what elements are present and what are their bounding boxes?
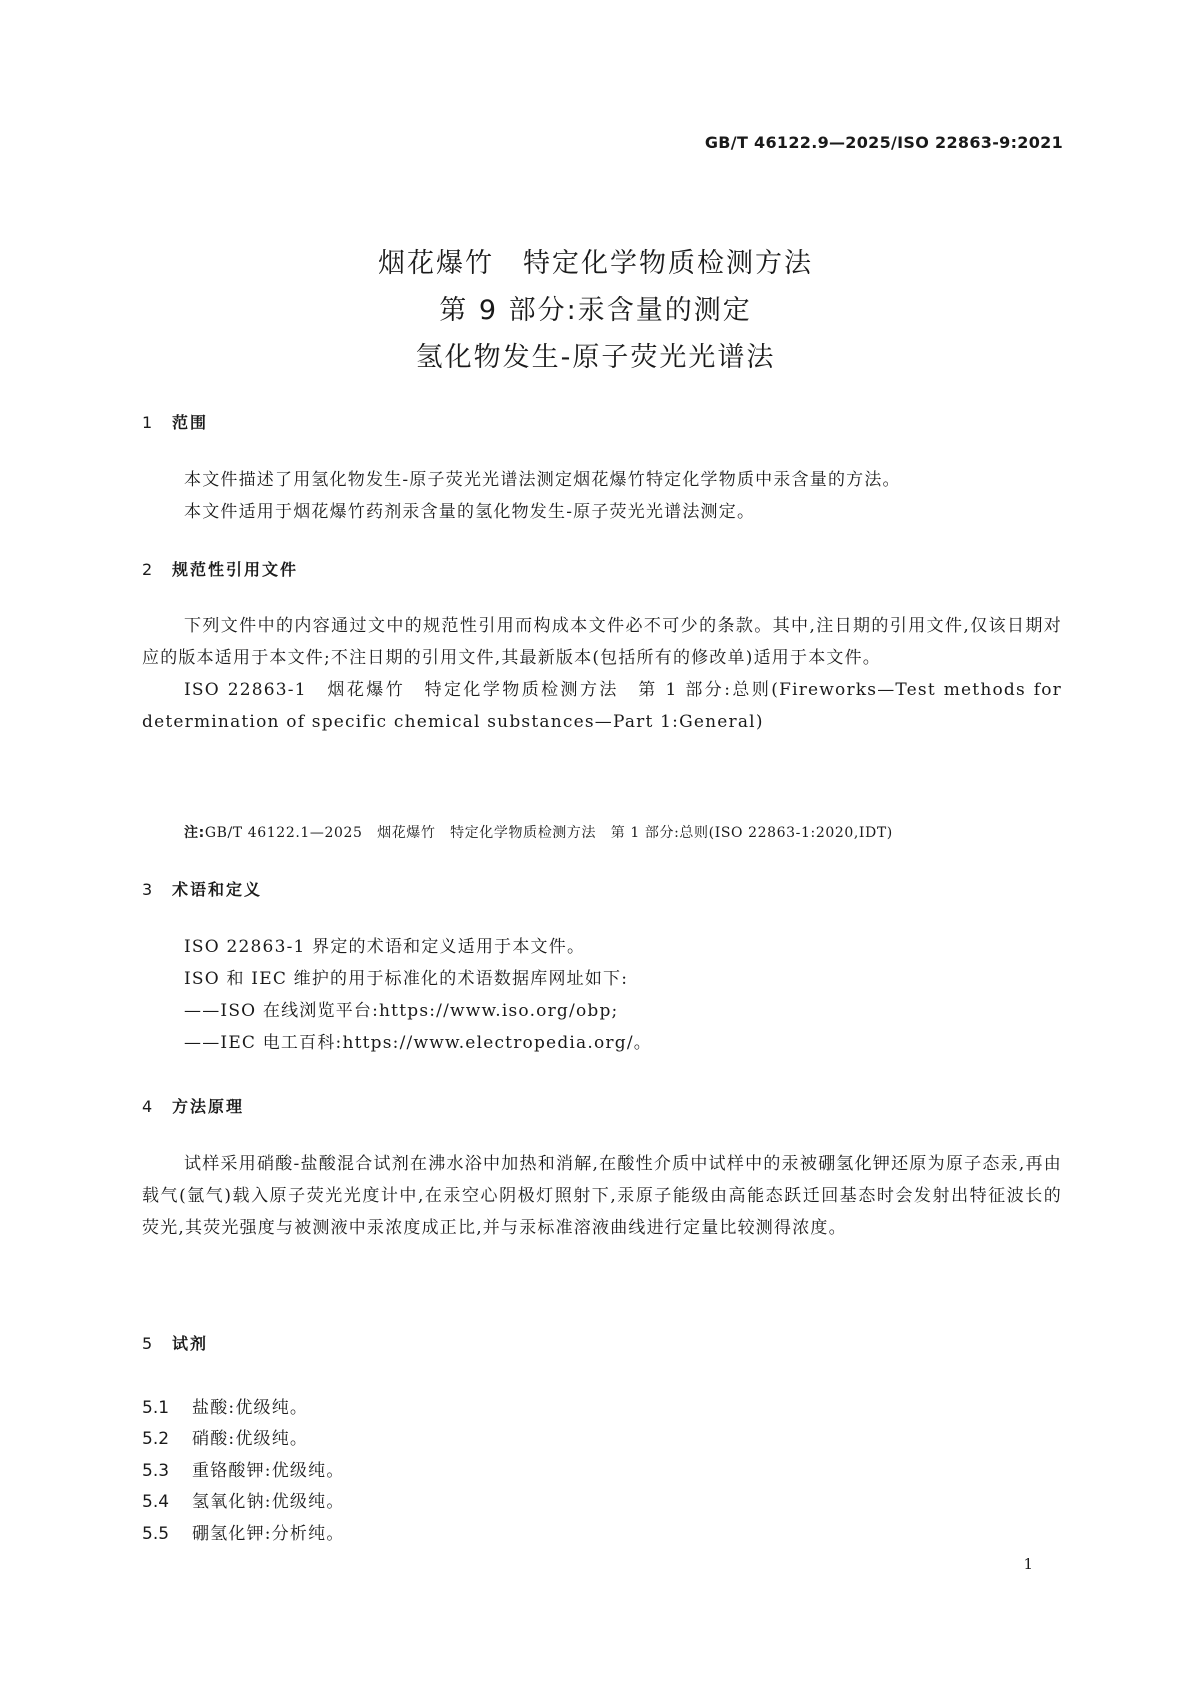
reagent-text: 硼氢化钾:分析纯。	[192, 1524, 345, 1544]
document-title	[0, 240, 1191, 381]
reagent-number: 5.5	[142, 1524, 170, 1544]
section-body-scope	[142, 464, 1062, 528]
page-number: 1	[1023, 1555, 1033, 1573]
reagent-number: 5.4	[142, 1492, 170, 1512]
note	[184, 822, 893, 842]
paragraph: ISO 和 IEC 维护的用于标准化的术语数据库网址如下:	[184, 969, 629, 989]
section-heading-principle	[142, 1094, 244, 1117]
section-title: 术语和定义	[172, 880, 263, 899]
reagent-text: 盐酸:优级纯。	[192, 1398, 309, 1418]
reagent-item	[142, 1393, 308, 1418]
section-heading-reagents	[142, 1331, 208, 1354]
section-body-principle	[142, 1148, 1062, 1244]
section-heading-normative-references	[142, 557, 298, 580]
reagent-item	[142, 1424, 308, 1449]
reagent-item	[142, 1456, 345, 1481]
reagent-number: 5.3	[142, 1461, 170, 1481]
note-label: 注:	[184, 825, 205, 841]
reagent-number: 5.2	[142, 1429, 170, 1449]
reagent-number: 5.1	[142, 1398, 170, 1418]
section-number: 5	[142, 1334, 155, 1353]
section-number: 3	[142, 880, 155, 899]
reagent-item	[142, 1519, 345, 1544]
reagent-text: 重铬酸钾:优级纯。	[192, 1461, 345, 1481]
section-body-terms	[142, 931, 1062, 1059]
title-line-3: 氢化物发生-原子荧光光谱法	[415, 342, 776, 373]
title-line-1: 烟花爆竹 特定化学物质检测方法	[378, 248, 813, 279]
section-title: 范围	[172, 413, 209, 432]
section-number: 2	[142, 560, 155, 579]
reagent-item	[142, 1487, 345, 1512]
section-number: 1	[142, 413, 155, 432]
section-heading-terms	[142, 877, 262, 900]
paragraph: 本文件描述了用氢化物发生-原子荧光光谱法测定烟花爆竹特定化学物质中汞含量的方法。	[184, 470, 901, 490]
section-number: 4	[142, 1097, 155, 1116]
section-title: 方法原理	[172, 1097, 245, 1116]
section-heading-scope	[142, 410, 208, 433]
note-text: GB/T 46122.1—2025 烟花爆竹 特定化学物质检测方法 第 1 部分:总则(ISO 22863-1:2020,IDT)	[204, 825, 893, 841]
list-item: ——IEC 电工百科:https://www.electropedia.org/。	[184, 1033, 652, 1053]
paragraph: 本文件适用于烟花爆竹药剂汞含量的氢化物发生-原子荧光光谱法测定。	[184, 502, 756, 522]
paragraph: 下列文件中的内容通过文中的规范性引用而构成本文件必不可少的条款。其中,注日期的引用文件,仅该日期对应的版本适用于本文件;不注日期的引用文件,其最新版本(包括所有的修改单)适用于本文件。	[142, 616, 1062, 668]
paragraph: ISO 22863-1 烟花爆竹 特定化学物质检测方法 第 1 部分:总则(Fireworks—Test methods for determination of specific chemical substances—Part 1:General)	[142, 680, 1062, 732]
title-line-2: 第 9 部分:汞含量的测定	[439, 295, 752, 326]
section-body-normative-references	[142, 610, 1062, 738]
section-title: 规范性引用文件	[172, 560, 299, 579]
list-item: ——ISO 在线浏览平台:https://www.iso.org/obp;	[184, 1001, 619, 1021]
paragraph: 试样采用硝酸-盐酸混合试剂在沸水浴中加热和消解,在酸性介质中试样中的汞被硼氢化钾还原为原子态汞,再由载气(氩气)载入原子荧光光度计中,在汞空心阴极灯照射下,汞原子能级由高能态跃迁回基态时会发射出特征波长的荧光,其荧光强度与被测液中汞浓度成正比,并与汞标准溶液曲线进行定量比较测得浓度。	[142, 1154, 1062, 1238]
section-title: 试剂	[172, 1334, 209, 1353]
paragraph: ISO 22863-1 界定的术语和定义适用于本文件。	[184, 937, 586, 957]
standard-code: GB/T 46122.9—2025/ISO 22863-9:2021	[704, 133, 1063, 152]
reagent-text: 硝酸:优级纯。	[192, 1429, 309, 1449]
reagent-text: 氢氧化钠:优级纯。	[192, 1492, 345, 1512]
